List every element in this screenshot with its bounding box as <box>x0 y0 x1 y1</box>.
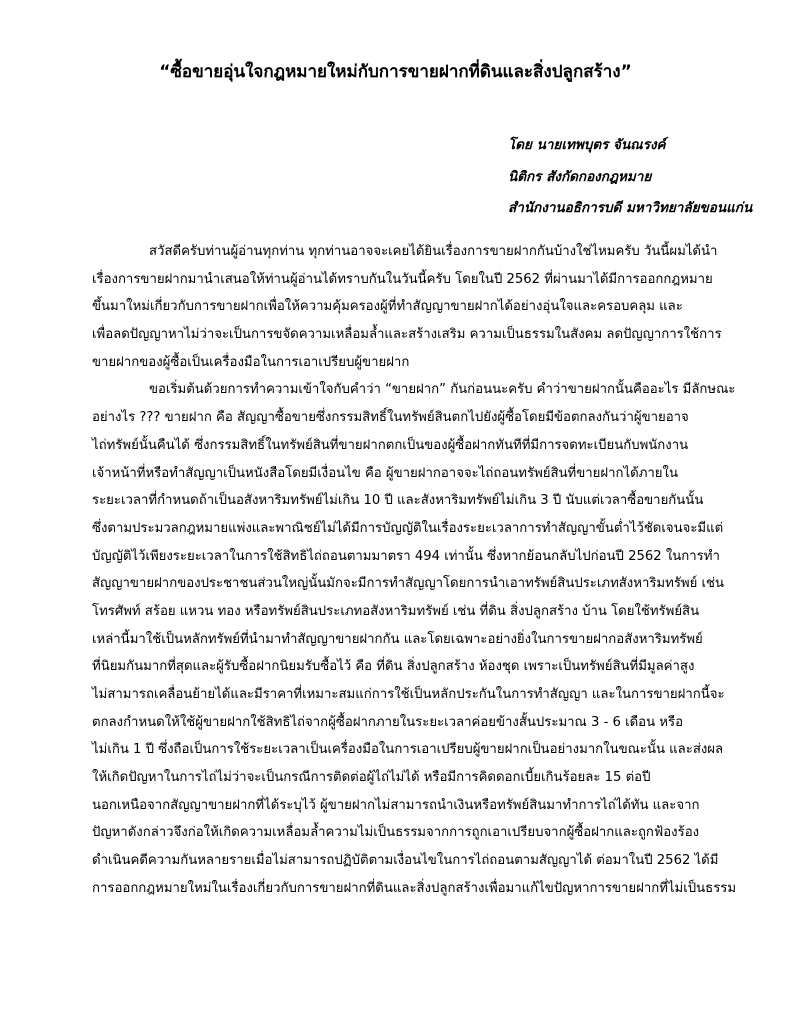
author-name: โดย นายเทพบุตร จันณรงค์ <box>508 137 666 153</box>
text-line: ขึ้นมาใหม่เกี่ยวกับการขายฝากเพื่อให้ความคุ้มครองผู้ที่ทำสัญญาขายฝากได้อย่างอุ่นใจและครอบคลุม และ <box>92 299 683 315</box>
text-line: ดำเนินคดีความกันหลายรายเมื่อไม่สามารถปฏิบัติตามเงื่อนไขในการไถ่ถอนตามสัญญาได้ ต่อมาในปี 2562 ได้มี <box>92 853 719 869</box>
text-line: ขายฝากของผู้ซื้อเป็นเครื่องมือในการเอาเปรียบผู้ขายฝาก <box>92 354 410 370</box>
author-position: นิติกร สังกัดกองกฎหมาย <box>508 168 652 185</box>
text-line: ซึ่งตามประมวลกฎหมายแพ่งและพาณิชย์ไม่ได้มีการบัญญัติในเรื่องระยะเวลาการทำสัญญาขั้นต่ำไว้ชัดเจนจะมีแต่ <box>92 520 724 536</box>
text-line: เรื่องการขายฝากมานำเสนอให้ท่านผู้อ่านได้ทราบกันในวันนี้ครับ โดยในปี 2562 ที่ผ่านมาได้มีการออกกฎหมาย <box>92 271 713 287</box>
text-line: ไม่เกิน 1 ปี ซึ่งถือเป็นการใช้ระยะเวลาเป็นเครื่องมือในการเอาเปรียบผู้ขายฝากเป็นอย่างมากในขณะนั้น และส่งผล <box>92 742 724 758</box>
text-line: ขอเริ่มต้นด้วยการทำความเข้าใจกับคำว่า “ขายฝาก” กันก่อนนะครับ คำว่าขายฝากนั้นคืออะไร มีลักษณะ <box>149 382 736 398</box>
text-line: ไม่สามารถเคลื่อนย้ายได้และมีราคาที่เหมาะสมแก่การใช้เป็นหลักประกันในการทำสัญญา และในการขายฝากนี้จะ <box>92 687 725 702</box>
document-title: “ซื้อขายอุ่นใจกฎหมายใหม่กับการขายฝากที่ดินและสิ่งปลูกสร้าง” <box>159 62 632 82</box>
paragraph <box>92 238 722 376</box>
text-line: บัญญัติไว้เพียงระยะเวลาในการใช้สิทธิไถ่ถอนตามมาตรา 494 เท่านั้น ซึ่งหากย้อนกลับไปก่อนปี 2562 ในการทำ <box>92 548 720 564</box>
text-line: นอกเหนือจากสัญญาขายฝากที่ได้ระบุไว้ ผู้ขายฝากไม่สามารถนำเงินหรือทรัพย์สินมาทำการไถ่ได้ทัน และจาก <box>92 797 700 813</box>
text-line: ตกลงกำหนดให้ใช้ผู้ขายฝากใช้สิทธิไถ่จากผู้ซื้อฝากภายในระยะเวลาค่อยข้างสั้นประมาณ 3 - 6 เดือน หรือ <box>92 714 683 730</box>
text-line: เจ้าหน้าที่หรือทำสัญญาเป็นหนังสือโดยมีเงื่อนไข คือ ผู้ขายฝากอาจจะไถ่ถอนทรัพย์สินที่ขายฝากได้ภายใน <box>92 465 678 481</box>
text-line: สัญญาขายฝากของประชาชนส่วนใหญ่นั้นมักจะมีการทำสัญญาโดยการนำเอาทรัพย์สินประเภทสังหาริมทรัพย์ เช่น <box>92 576 724 592</box>
text-line: สวัสดีครับท่านผู้อ่านทุกท่าน ทุกท่านอาจจะเคยได้ยินเรื่องการขายฝากกันบ้างใช่ไหมครับ วันนี้ผมได้นำ <box>149 244 718 259</box>
paragraph <box>92 376 737 902</box>
text-line: ปัญหาดังกล่าวจึงก่อให้เกิดความเหลื่อมล้ำความไม่เป็นธรรมจากการถูกเอาเปรียบจากผู้ซื้อฝากและถูกฟ้องร้อง <box>92 825 700 841</box>
author-block <box>508 130 778 225</box>
text-line: เหล่านี้มาใช้เป็นหลักทรัพย์ที่นำมาทำสัญญาขายฝากกัน และโดยเฉพาะอย่างยิ่งในการขายฝากอสังหาริมทรัพย์ <box>92 631 703 647</box>
text-line: ไถ่ทรัพย์นั้นคืนได้ ซึ่งกรรมสิทธิ์ในทรัพย์สินที่ขายฝากตกเป็นของผู้ซื้อฝากทันทีที่มีการจดทะเบียนกับพนักงาน <box>92 437 689 453</box>
text-line: อย่างไร ??? ขายฝาก คือ สัญญาซื้อขายซึ่งกรรมสิทธิ์ในทรัพย์สินตกไปยังผู้ซื้อโดยมีข้อตกลงกันว่าผู้ขายอาจ <box>92 410 689 426</box>
text-line: โทรศัพท์ สร้อย แหวน ทอง หรือทรัพย์สินประเภทอสังหาริมทรัพย์ เช่น ที่ดิน สิ่งปลูกสร้าง บ้าน โดยใช้ทรัพย์สิน <box>92 603 700 619</box>
author-office: สำนักงานอธิการบดี มหาวิทยาลัยขอนแก่น <box>508 200 753 216</box>
text-line: ที่นิยมกันมากที่สุดและผู้รับซื้อฝากนิยมรับซื้อไว้ คือ ที่ดิน สิ่งปลูกสร้าง ห้องชุด เพราะเป็นทรัพย์สินที่มีมูลค่าสูง <box>92 659 695 675</box>
text-line: การออกกฎหมายใหม่ในเรื่องเกี่ยวกับการขายฝากที่ดินและสิ่งปลูกสร้างเพื่อมาแก้ไขปัญหาการขายฝากที่ไม่เป็นธรรม <box>92 880 737 896</box>
text-line: เพื่อลดปัญญาหาไม่ว่าจะเป็นการขจัดความเหลื่อมล้ำและสร้างเสริม ความเป็นธรรมในสังคม ลดปัญญาการใช้การ <box>92 327 722 343</box>
text-line: ระยะเวลาที่กำหนดถ้าเป็นอสังหาริมทรัพย์ไม่เกิน 10 ปี และสังหาริมทรัพย์ไม่เกิน 3 ปี นับแต่เวลาซื้อขายกันนั้น <box>92 493 704 509</box>
text-line: ให้เกิดปัญหาในการไถ่ไม่ว่าจะเป็นกรณีการติดต่อผู้ไถ่ไม่ได้ หรือมีการคิดดอกเบี้ยเกินร้อยละ 15 ต่อปี <box>92 770 651 786</box>
document-body <box>92 238 737 903</box>
